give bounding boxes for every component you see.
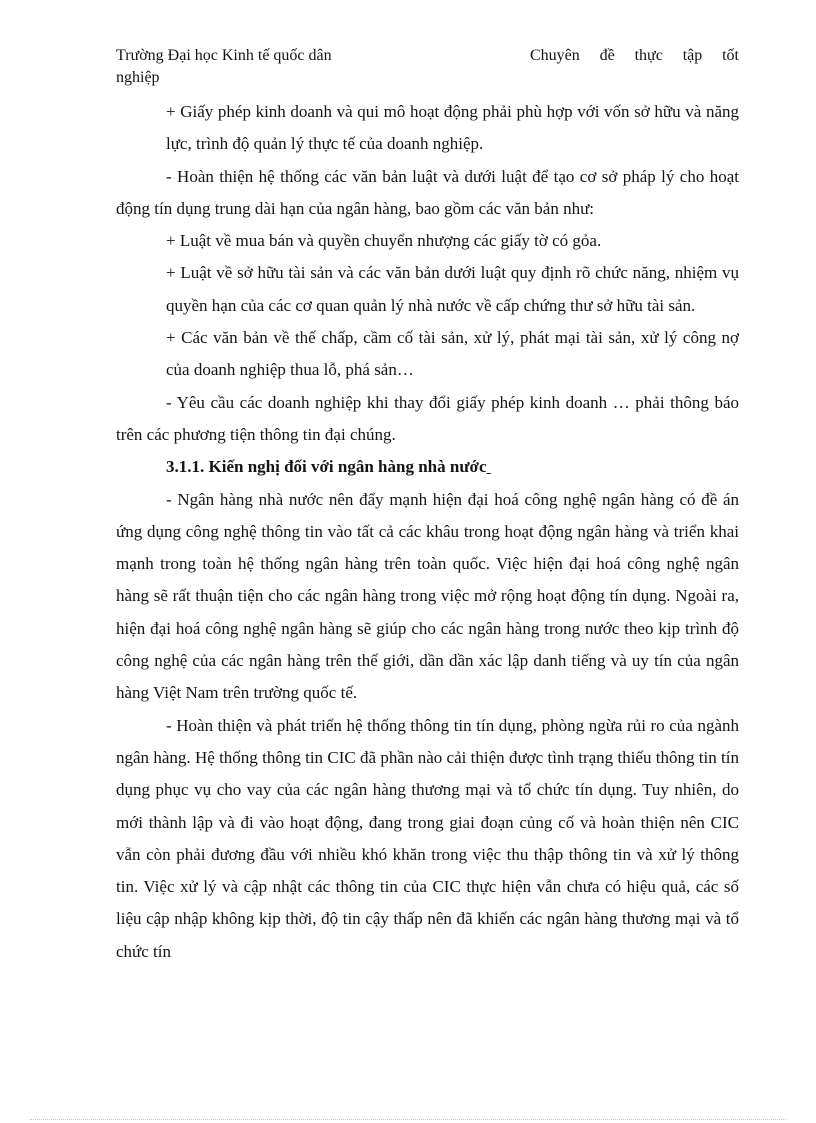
section-heading (116, 451, 739, 483)
header-report-title: Chuyên đề thực tập tốt (530, 47, 739, 64)
document-body (116, 96, 739, 968)
paragraph-legal-framework: - Hoàn thiện hệ thống các văn bản luật và dưới luật để tạo cơ sở pháp lý cho hoạt động tín dụng trung dài hạn của ngân hàng, bao gồm các văn bản như: (116, 166, 739, 218)
paragraph-transfer-law: + Luật về mua bán và quyền chuyển nhượng các giấy tờ có gỏa. (166, 231, 602, 251)
page-bottom-divider (30, 1119, 786, 1120)
paragraph-mortgage-docs: + Các văn bản về thế chấp, cầm cố tài sản, xử lý, phát mại tài sản, xử lý công nợ của doanh nghiệp thua lỗ, phá sản… (166, 328, 739, 380)
header-university-name: Trường Đại học Kinh tế quốc dân (116, 47, 332, 64)
paragraph-property-law: + Luật về sở hữu tài sản và các văn bản dưới luật quy định rõ chức năng, nhiệm vụ quyền hạn của các cơ quan quản lý nhà nước về cấp chứng thư sở hữu tài sản. (166, 263, 739, 315)
section-heading-text: 3.1.1. Kiến nghị đối với ngân hàng nhà nước (166, 457, 487, 477)
page-header-left (116, 45, 416, 89)
paragraph-bank-modernization: - Ngân hàng nhà nước nên đẩy mạnh hiện đại hoá công nghệ ngân hàng có đề án ứng dụng công nghệ thông tin vào tất cả các khâu trong hoạt động ngân hàng và triển khai mạnh trong toàn hệ thống ngân hàng trên toàn quốc. Việc hiện đại hoá công nghệ ngân hàng sẽ rất thuận tiện cho các ngân hàng trong việc mở rộng hoạt động tín dụng. Ngoài ra, hiện đại hoá công nghệ ngân hàng sẽ giúp cho các ngân hàng trong nước theo kịp trình độ công nghệ của các ngân hàng trên thế giới, dần dần xác lập danh tiếng và uy tín của ngân hàng Việt Nam trên trường quốc tế. (116, 489, 739, 703)
paragraph-license-change-notice: - Yêu cầu các doanh nghiệp khi thay đổi giấy phép kinh doanh … phải thông báo trên các phương tiện thông tin đại chúng. (116, 392, 739, 444)
paragraph-credit-information: - Hoàn thiện và phát triển hệ thống thông tin tín dụng, phòng ngừa rủi ro của ngành ngân hàng. Hệ thống thông tin CIC đã phần nào cải thiện được tình trạng thiếu thông tin tín dụng phục vụ cho vay của các ngân hàng thương mại và tổ chức tín dụng. Tuy nhiên, do mới thành lập và đi vào hoạt động, đang trong giai đoạn củng cố và hoàn thiện nên CIC vẫn còn phải đương đầu với nhiều khó khăn trong việc thu thập thông tin và xử lý thông tin. Việc xử lý và cập nhật các thông tin của CIC thực hiện vẫn chưa có hiệu quả, các số liệu cập nhập không kịp thời, độ tin cậy thấp nên đã khiến các ngân hàng thương mại và tổ chức tín (116, 715, 739, 961)
paragraph-license-scope: + Giấy phép kinh doanh và qui mô hoạt động phải phù hợp với vốn sở hữu và năng lực, trình độ quản lý thực tế của doanh nghiệp. (166, 102, 739, 154)
header-continuation: nghiệp (116, 69, 160, 86)
heading-underline-mark (487, 457, 491, 476)
